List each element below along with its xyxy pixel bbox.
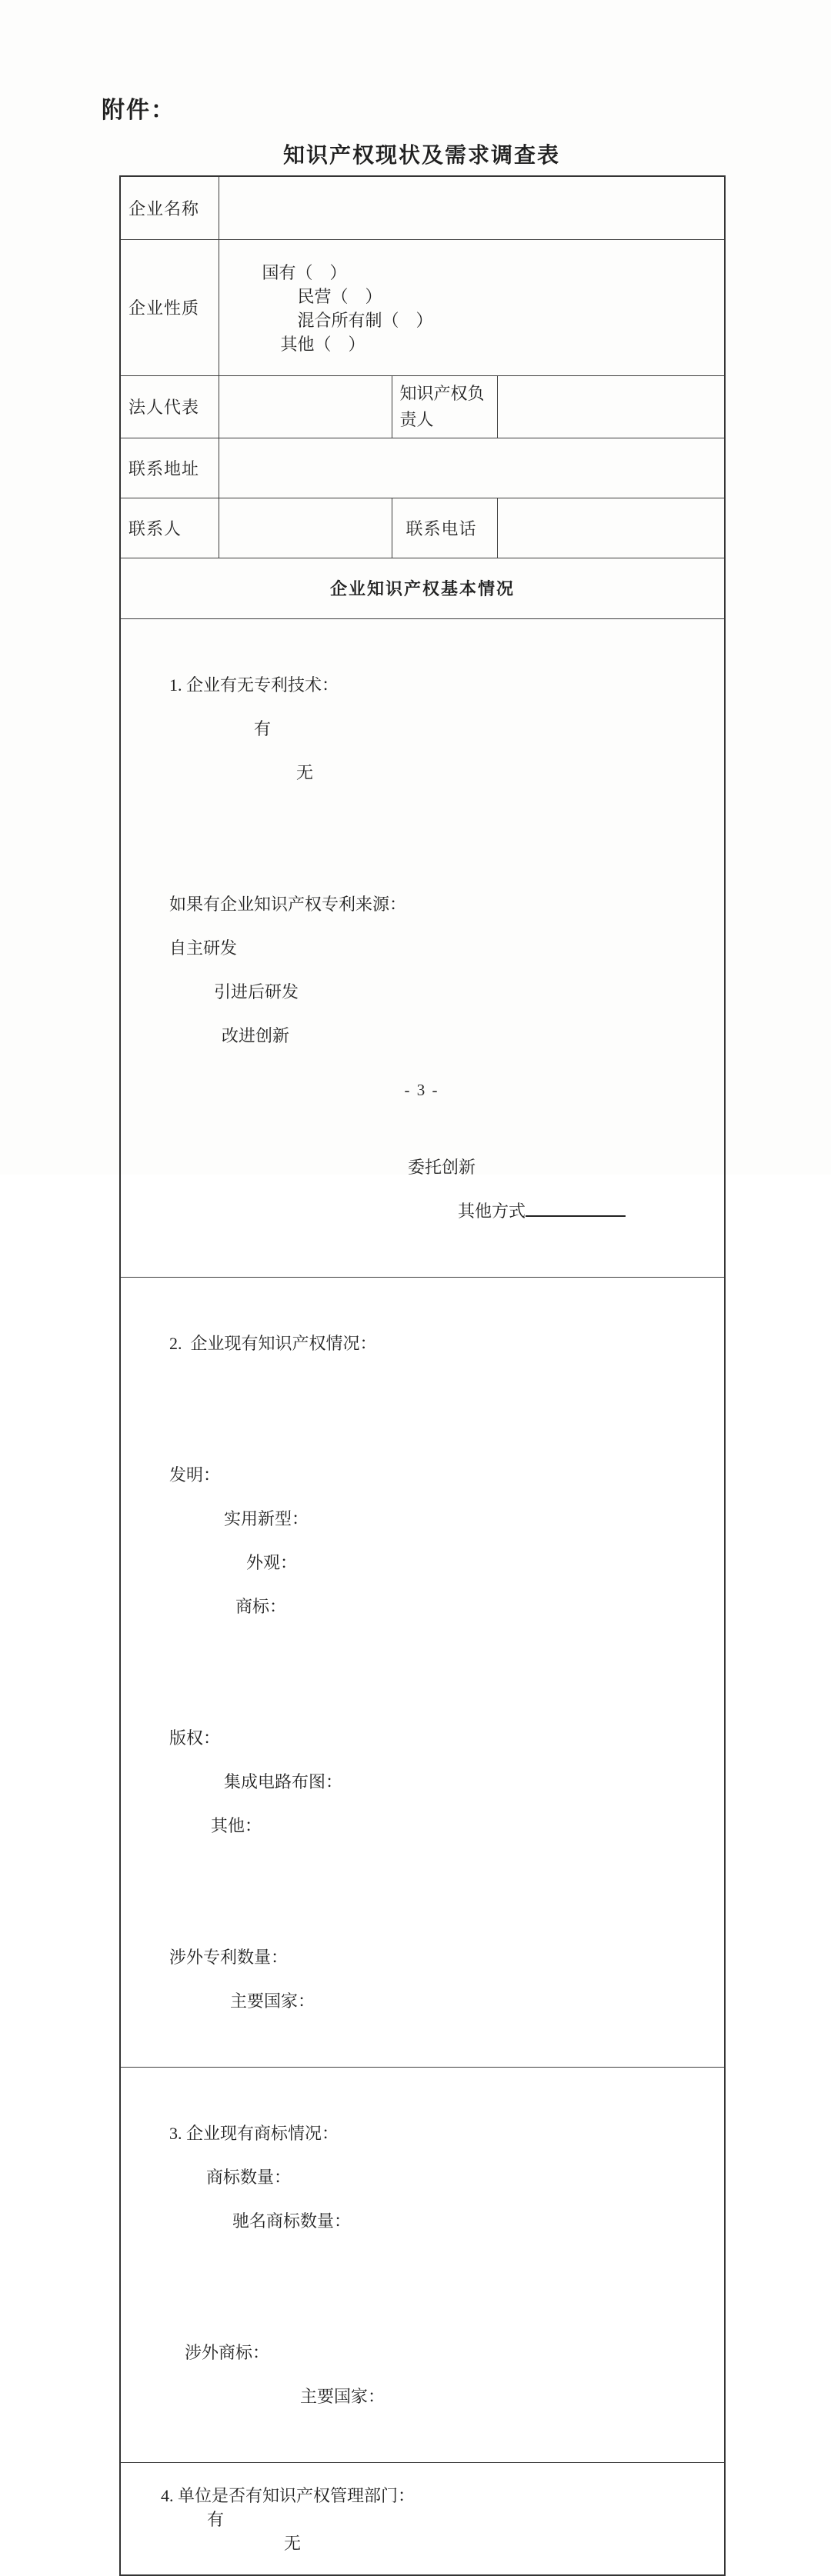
- row-legal-rep: [120, 375, 725, 438]
- question-1-cell: [120, 618, 725, 1277]
- q2-copyright-label: 版权：: [169, 1728, 221, 1748]
- attachment-label: 附件：: [102, 98, 175, 123]
- nature-option-state-owned: 国有（ ）: [262, 262, 347, 282]
- q1-source-imported-rnd: 引进后研发: [214, 981, 299, 1001]
- ip-manager-label: 知识产权负责人: [392, 375, 497, 438]
- company-nature-options-cell: [219, 239, 725, 375]
- q3-label: 3. 企业现有商标情况：: [169, 2123, 339, 2143]
- row-question-2: [120, 1277, 725, 2067]
- q2-line-other-ip: [127, 1672, 724, 1891]
- nature-option-private: 民营（ ）: [297, 286, 382, 306]
- legal-rep-label: 法人代表: [120, 375, 219, 438]
- q4-label: 4. 单位是否有知识产权管理部门：: [161, 2485, 416, 2505]
- q3-line-foreign: [127, 2287, 724, 2462]
- q2-trademark-label: 商标：: [235, 1596, 287, 1616]
- survey-form-table: [119, 175, 726, 2576]
- row-company-name: [120, 176, 725, 239]
- q1-option-yes: 有: [254, 718, 272, 738]
- question-2-cell: [120, 1277, 725, 2067]
- q1-option-no: 无: [296, 762, 314, 782]
- q1-source-other: 其他方式: [458, 1201, 526, 1221]
- q4-option-no: 无: [284, 2533, 302, 2553]
- nature-option-other: 其他（ ）: [280, 334, 365, 354]
- q1-line-source: [127, 838, 724, 1101]
- q3-foreign-trademark-label: 涉外商标：: [185, 2342, 270, 2362]
- row-contact: [120, 498, 725, 558]
- q1-line-patent: [127, 619, 724, 838]
- q3-main-countries-label: 主要国家：: [300, 2386, 385, 2406]
- q2-foreign-patent-label: 涉外专利数量：: [169, 1947, 289, 1967]
- row-question-3: [120, 2067, 725, 2462]
- row-question-4: [120, 2462, 725, 2575]
- nature-option-mixed: 混合所有制（ ）: [297, 310, 433, 330]
- company-name-blank-cell: [219, 176, 725, 239]
- fill-in-blank-line: [526, 1214, 626, 1217]
- q2-line-patent-types: [127, 1409, 724, 1672]
- contact-label: 联系人: [120, 498, 219, 558]
- q2-design-label: 外观：: [246, 1552, 298, 1572]
- ip-manager-blank-cell: [497, 375, 725, 438]
- q1-source-self-rnd: 自主研发: [169, 938, 238, 958]
- q2-title-line: [127, 1278, 724, 1409]
- row-section-header: [120, 558, 725, 618]
- q1-label: 1. 企业有无专利技术：: [169, 675, 339, 695]
- phone-label: 联系电话: [392, 498, 497, 558]
- q2-utility-model-label: 实用新型：: [224, 1508, 309, 1528]
- row-address: [120, 438, 725, 498]
- q3-famous-trademark-count-label: 驰名商标数量：: [232, 2211, 352, 2231]
- row-question-1: [120, 618, 725, 1277]
- question-3-cell: [120, 2067, 725, 2462]
- question-4-cell: [120, 2462, 725, 2575]
- q2-invention-label: 发明：: [169, 1465, 221, 1485]
- contact-blank-cell: [219, 498, 392, 558]
- q2-main-countries-label: 主要国家：: [230, 1991, 315, 2011]
- section-header: 企业知识产权基本情况: [120, 558, 725, 618]
- address-blank-cell: [219, 438, 725, 498]
- q1-source-entrusted: 委托创新: [408, 1157, 476, 1177]
- legal-rep-blank-cell: [219, 375, 392, 438]
- phone-blank-cell: [497, 498, 725, 558]
- company-nature-label: 企业性质: [120, 239, 219, 375]
- q2-ic-layout-label: 集成电路布图：: [224, 1771, 343, 1791]
- q2-line-foreign: [127, 1891, 724, 2067]
- q1-line-source-2: [127, 1101, 724, 1277]
- q3-title-line: [127, 2068, 724, 2287]
- document-title: 知识产权现状及需求调查表: [282, 143, 560, 167]
- q3-trademark-count-label: 商标数量：: [206, 2167, 292, 2187]
- q2-other-label: 其他：: [211, 1815, 262, 1835]
- q1-source-improved: 改进创新: [222, 1025, 290, 1045]
- address-label: 联系地址: [120, 438, 219, 498]
- q1-source-label: 如果有企业知识产权专利来源：: [169, 894, 407, 914]
- row-company-nature: [120, 239, 725, 375]
- company-name-label: 企业名称: [120, 176, 219, 239]
- q4-option-yes: 有: [207, 2509, 225, 2529]
- page-number: - 3 -: [404, 1081, 439, 1099]
- q2-label: 2. 企业现有知识产权情况：: [169, 1333, 377, 1353]
